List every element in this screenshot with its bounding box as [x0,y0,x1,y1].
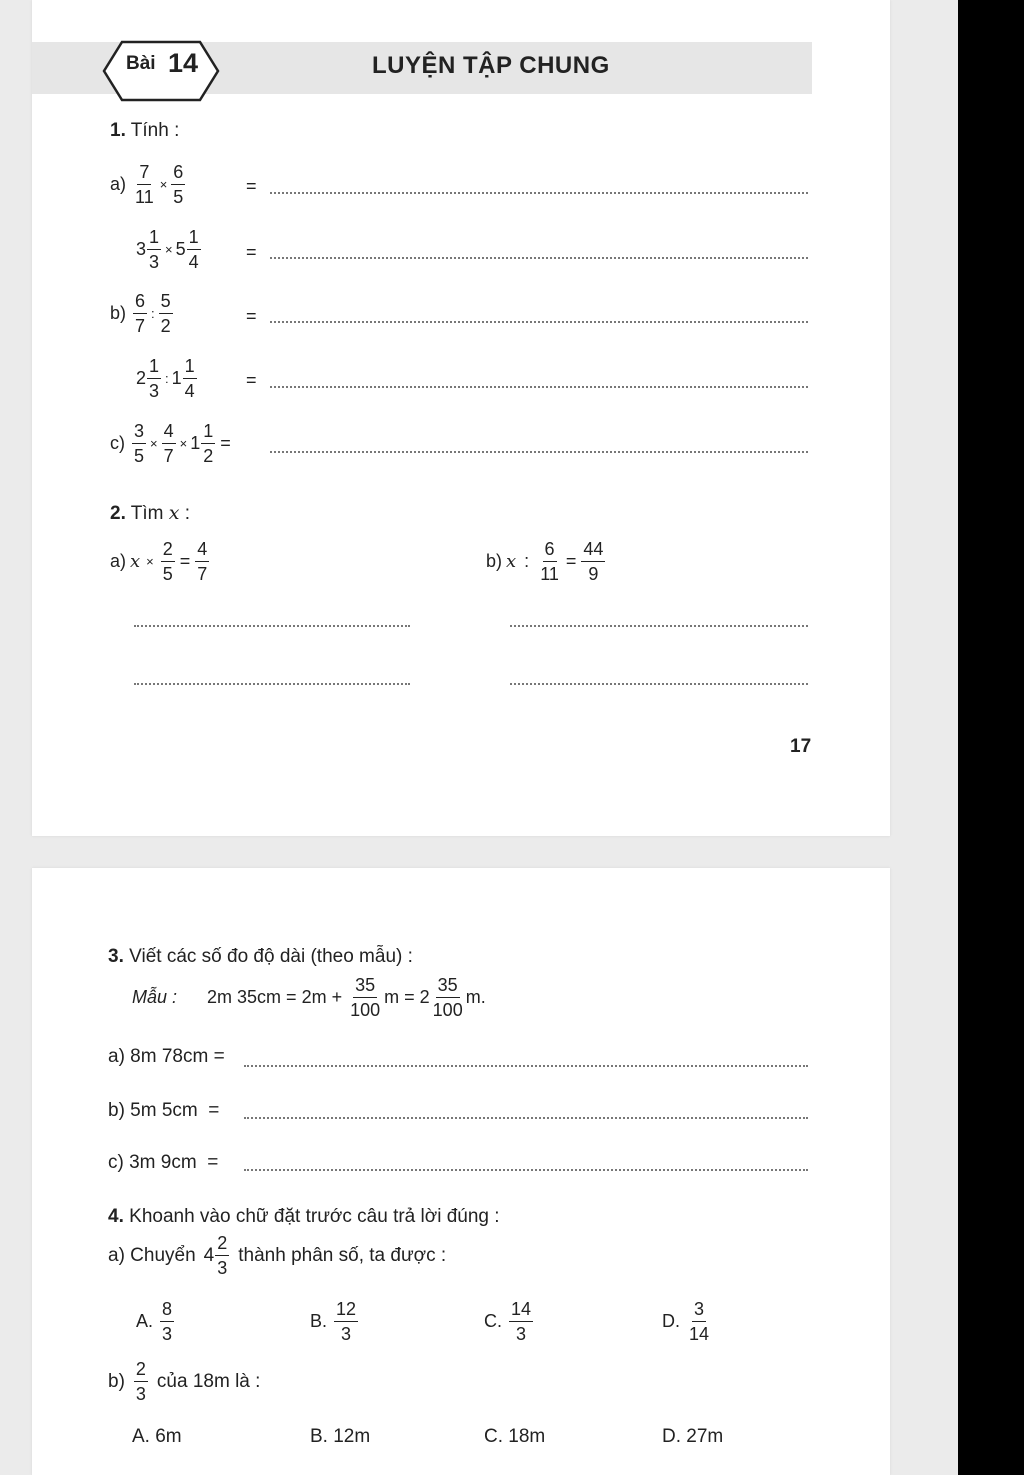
variable: x [506,551,517,572]
option-d[interactable] [662,1300,712,1343]
question-text: của 18m là : [156,1370,261,1392]
fraction: $\frac{44}{9}$ [583,539,604,584]
ex4-heading [108,1206,500,1228]
whole-part: 5 [175,239,186,259]
equals-sign: = [246,176,257,196]
page-title: LUYỆN TẬP CHUNG [372,52,610,79]
whole-part: 3 [136,239,147,259]
fraction: $\frac{1}{2}$ [203,421,214,466]
ex2-heading [110,502,190,525]
operator: : [151,306,155,321]
sample-label: Mẫu : [132,987,178,1007]
answer-line[interactable] [270,257,808,259]
equals-sign: = [220,433,231,453]
ex1-a-label: a) [110,174,127,194]
ex2-number: 2. [110,503,126,524]
ex2-title: Tìm [130,503,164,524]
option-b[interactable] [310,1300,359,1343]
worksheet-page-18 [32,868,890,1475]
operator: × [179,436,188,451]
option-letter: B. [310,1311,328,1331]
ex1-a1-expression [110,163,186,206]
answer-line[interactable] [270,192,808,194]
operator: × [159,177,168,192]
equals-sign: = [565,551,577,571]
option-b-c[interactable]: C. 18m [484,1426,546,1447]
ex3-sample [132,976,486,1019]
ex1-b1-expression [110,292,174,335]
sample-text: m. [465,987,486,1007]
option-c[interactable] [484,1300,534,1343]
fraction: $\frac{2}{3}$ [217,1233,228,1278]
option-letter: A. [136,1311,154,1331]
ex2-a-equation [110,540,210,583]
ex1-b-label: b) [110,303,127,323]
ex3-title: Viết các số đo độ dài (theo mẫu) : [129,946,413,967]
fraction: $\frac{35}{100}$ [432,975,463,1020]
sample-text: m = 2 [384,987,430,1007]
ex4-b-question [108,1360,260,1403]
fraction: $\frac{35}{100}$ [350,975,381,1020]
variable: x [130,551,141,572]
fraction: $\frac{8}{3}$ [162,1299,173,1344]
ex1-c-label: c) [110,433,125,453]
fraction: $\frac{1}{4}$ [184,356,195,401]
equals-sign: = [246,242,257,262]
fraction: $\frac{2}{5}$ [162,539,173,584]
ex1-number: 1. [110,120,126,141]
ex3-heading [108,946,413,968]
answer-line[interactable] [270,321,808,323]
colon: : [184,503,191,524]
option-b-b[interactable]: B. 12m [310,1426,371,1447]
ex4-title: Khoanh vào chữ đặt trước câu trả lời đúng : [129,1206,500,1227]
option-letter: C. [484,1311,502,1331]
answer-line[interactable] [510,625,808,627]
whole-part: 1 [171,368,182,388]
fraction: $\frac{5}{2}$ [160,291,171,336]
answer-line[interactable] [510,683,808,685]
ex1-title: Tính : [130,120,180,141]
question-text: b) [108,1370,125,1392]
answer-line[interactable] [134,625,410,627]
answer-line[interactable] [270,386,808,388]
fraction: $\frac{1}{3}$ [149,227,160,272]
ex4-number: 4. [108,1206,124,1227]
whole-part: 4 [203,1244,215,1266]
right-edge-bar [958,0,1024,1475]
fraction: $\frac{4}{7}$ [197,539,208,584]
ex1-a2-expression [136,228,202,271]
option-letter: D. [662,1311,680,1331]
ex2-b-equation [486,540,606,583]
option-b-a[interactable]: A. 6m [132,1426,182,1447]
badge-number: 14 [168,48,199,78]
badge-shape [102,40,220,102]
ex1-b2-expression [136,357,198,400]
operator: : [165,371,169,386]
fraction: $\frac{6}{5}$ [173,162,184,207]
equals-sign: = [246,306,257,326]
fraction: $\frac{6}{11}$ [540,539,559,584]
whole-part: 2 [136,368,147,388]
ex1-heading [110,120,179,142]
question-text: a) Chuyển [108,1244,196,1266]
option-b-d[interactable]: D. 27m [662,1426,724,1447]
fraction: $\frac{2}{3}$ [135,1359,146,1404]
fraction: $\frac{4}{7}$ [163,421,174,466]
ex2-a-label: a) [110,551,127,571]
whole-part: 1 [190,433,201,453]
ex3-a: a) 8m 78cm = [108,1046,225,1067]
equals-sign: = [246,370,257,390]
ex3-c: c) 3m 9cm = [108,1152,219,1173]
ex3-b: b) 5m 5cm = [108,1100,220,1121]
variable: x [168,502,180,524]
ex3-number: 3. [108,946,124,967]
operator: × [165,242,173,257]
fraction: $\frac{14}{3}$ [511,1299,532,1344]
answer-line[interactable] [270,451,808,453]
page-number: 17 [790,736,812,757]
operator: × [150,436,158,451]
answer-line[interactable] [134,683,410,685]
fraction: $\frac{3}{5}$ [134,421,145,466]
lesson-badge [102,40,220,102]
option-a[interactable] [136,1300,175,1343]
badge-label: Bài [126,53,156,74]
sample-text: 2m 35cm = 2m + [207,987,343,1007]
equals-sign: = [179,551,191,571]
fraction: $\frac{3}{14}$ [689,1299,710,1344]
operator: : [524,551,530,571]
answer-line[interactable] [244,1169,808,1171]
answer-line[interactable] [244,1117,808,1119]
fraction: $\frac{1}{3}$ [149,356,160,401]
fraction: $\frac{12}{3}$ [336,1299,357,1344]
ex1-c1-expression [110,422,235,465]
ex2-b-label: b) [486,551,503,571]
fraction: $\frac{1}{4}$ [188,227,199,272]
ex4-a-question [108,1234,446,1277]
answer-line[interactable] [244,1065,808,1067]
operator: × [146,554,154,569]
fraction: $\frac{7}{11}$ [135,162,154,207]
question-text: thành phân số, ta được : [238,1244,447,1266]
worksheet-page-17 [32,0,890,836]
fraction: $\frac{6}{7}$ [135,291,146,336]
